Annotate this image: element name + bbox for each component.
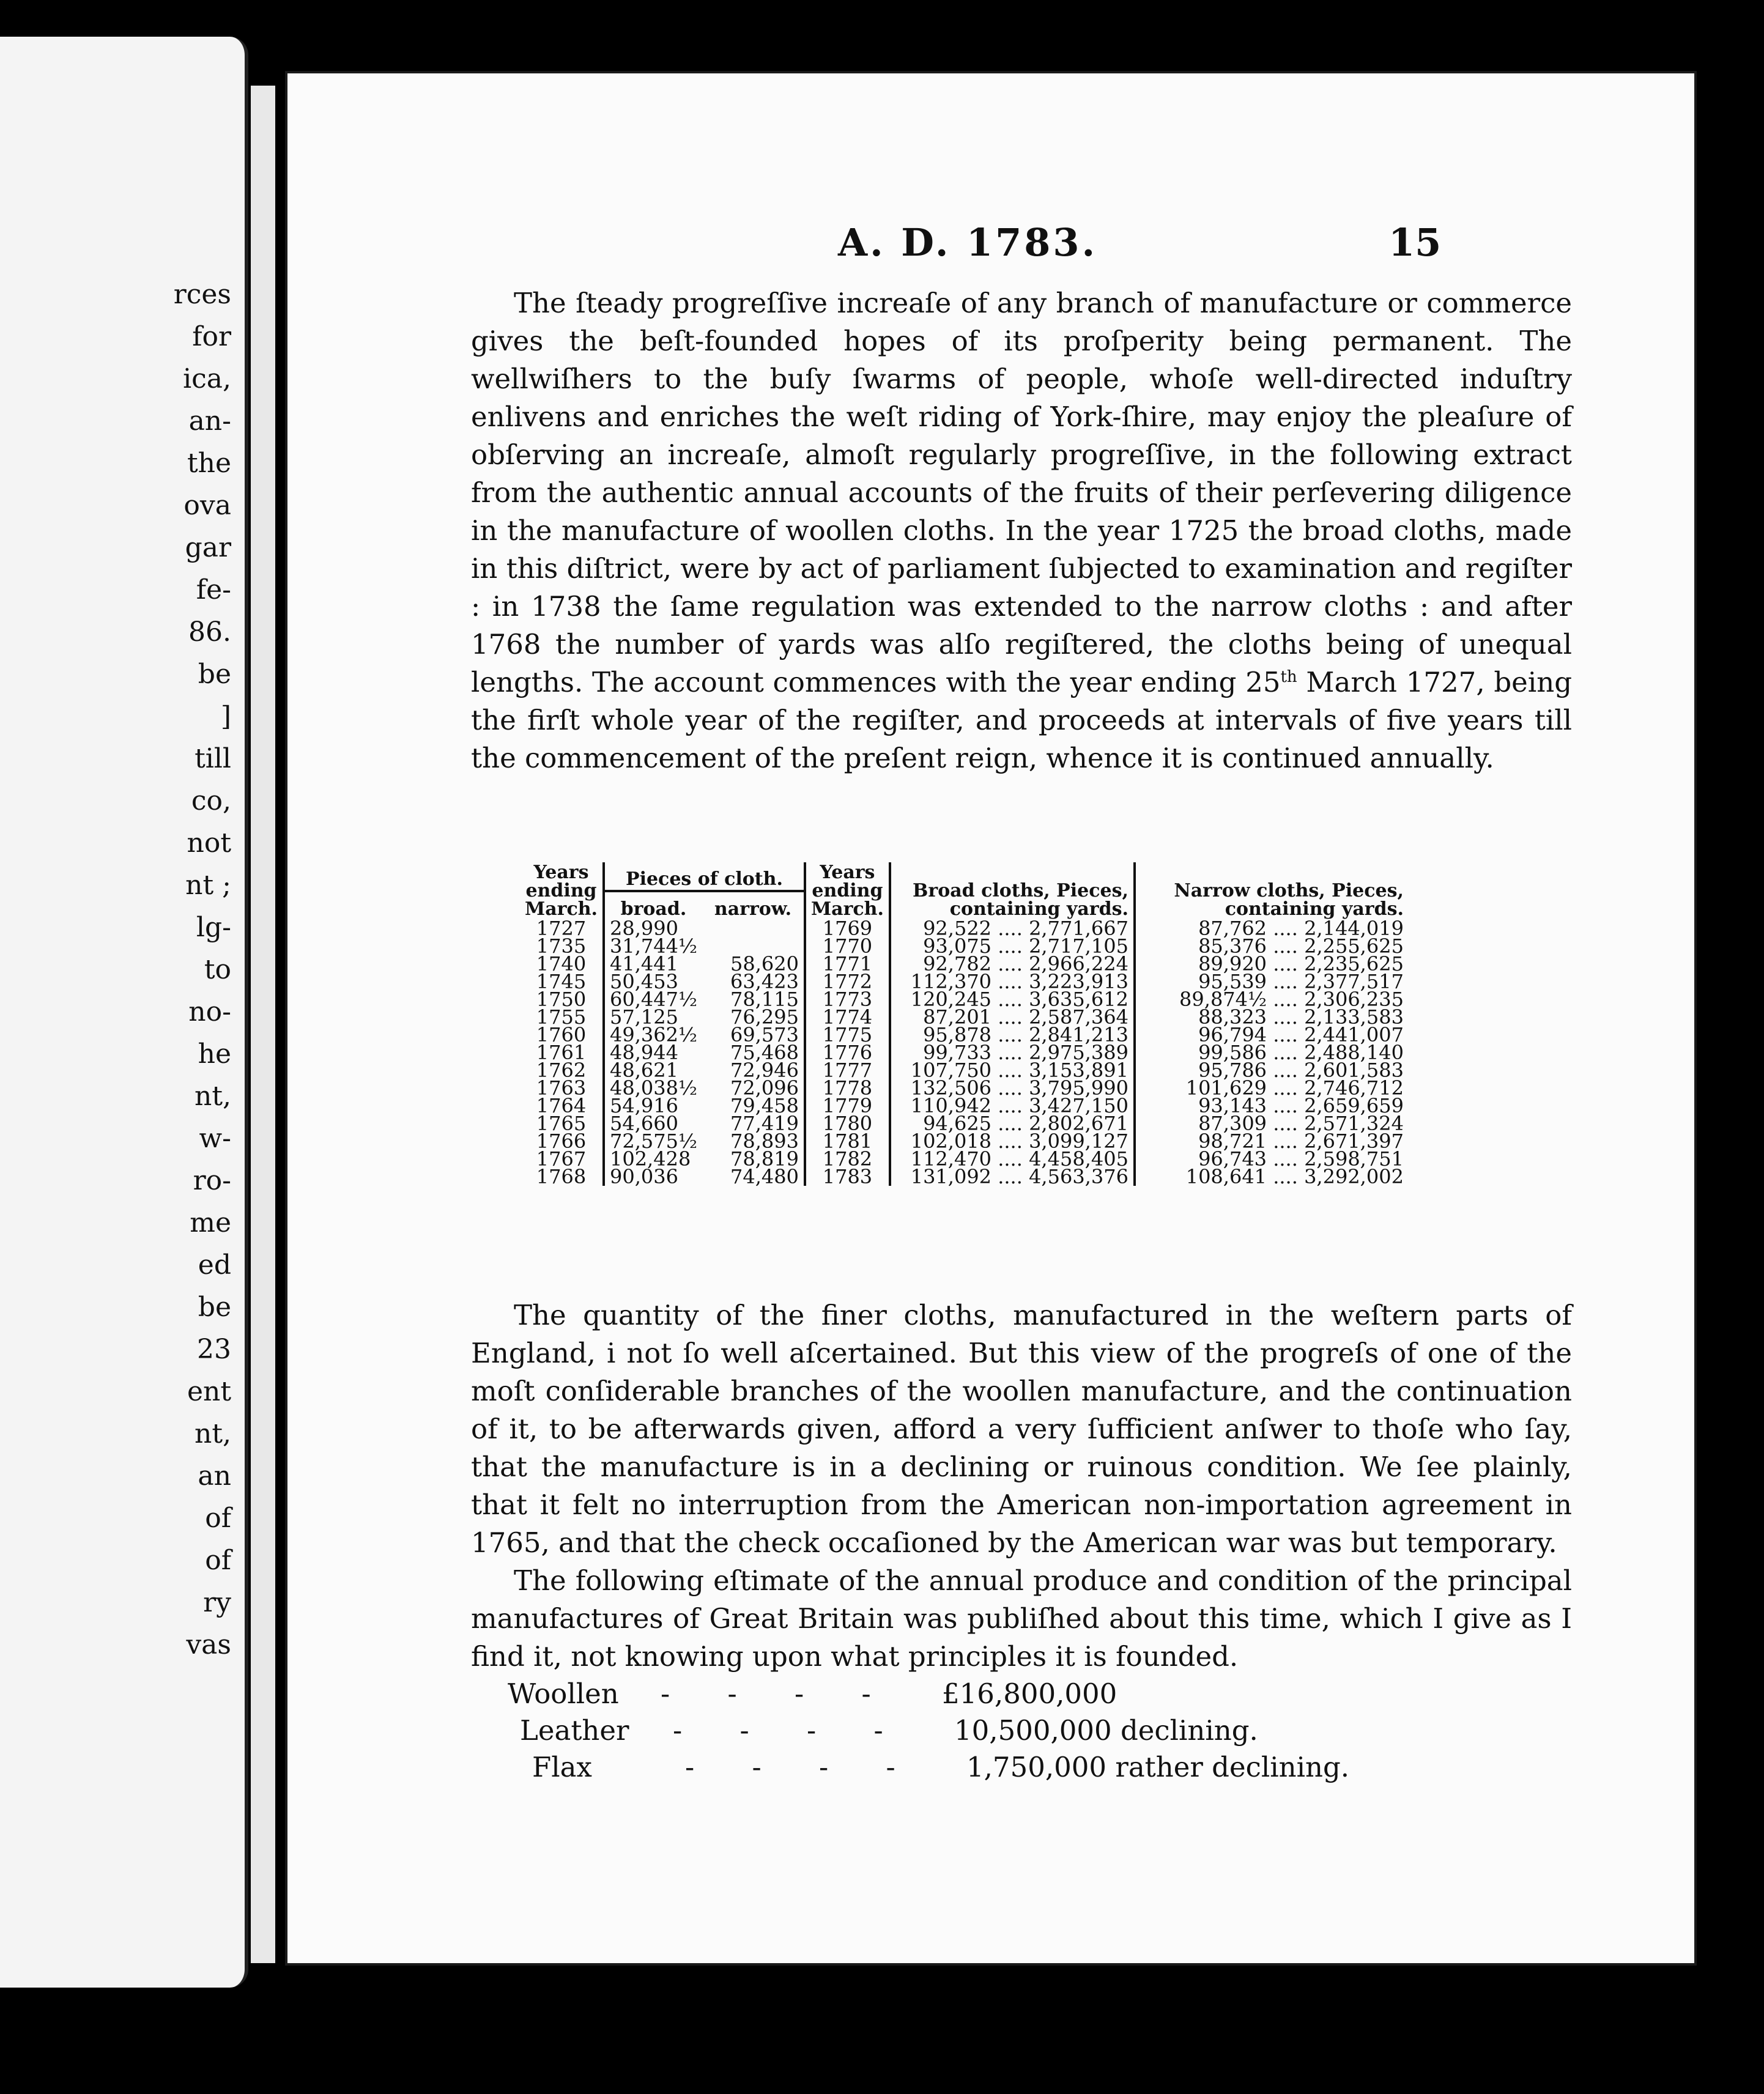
facing-page-fragment: ica, (183, 363, 231, 394)
facing-page-fragment: w- (199, 1123, 231, 1154)
estimate-dashes: - - - - (685, 1751, 920, 1783)
year-cell-2: 1780 (805, 1115, 890, 1133)
year-cell-2: 1772 (805, 973, 890, 991)
broad-cloths-cell: 132,506 .... 3,795,990 (890, 1079, 1135, 1097)
narrow-pieces-cell: 77,419 (702, 1115, 805, 1133)
narrow-pieces-cell: 72,096 (702, 1079, 805, 1097)
broad-pieces-cell: 57,125 (604, 1008, 702, 1026)
estimate-label: Leather (520, 1714, 629, 1747)
facing-page-fragment: 23 (197, 1334, 231, 1365)
year-cell-2: 1773 (805, 991, 890, 1008)
paragraph-finer-cloths: The quantity of the finer cloths, manufactured in the weſtern parts of England, i not ſo well aſcertained. But this view of the progreſs of one of the moſt conſiderable branches of the woollen manufacture, and the continuation of it, to be afterwards given, afford a very ſufficient anſwer to thoſe who ſay, that the manufacture is in a declining or ruinous condition. We ſee plainly, that it felt no interruption from the American non-importation agreement in 1765, and that the check occaſioned by the American war was but temporary. (471, 1299, 1572, 1559)
narrow-pieces-cell: 75,468 (702, 1044, 805, 1062)
facing-page-fragment: be (198, 1292, 231, 1323)
body-block-2 (471, 1297, 1572, 1676)
broad-pieces-cell: 49,362½ (604, 1026, 702, 1044)
broad-cloths-cell: 131,092 .... 4,563,376 (890, 1168, 1135, 1186)
year-cell: 1766 (536, 1130, 587, 1153)
facing-page-fragment: be (198, 659, 231, 690)
year-cell-2: 1770 (805, 938, 890, 955)
year-cell-2: 1778 (805, 1079, 890, 1097)
facing-page-fragment: vas (186, 1629, 231, 1660)
facing-page-fragment: ro- (193, 1165, 231, 1196)
broad-pieces-cell: 41,441 (604, 955, 702, 973)
year-cell: 1765 (536, 1112, 587, 1135)
broad-cloths-cell: 112,370 .... 3,223,913 (890, 973, 1135, 991)
narrow-cloths-cell: 96,794 .... 2,441,007 (1198, 1023, 1404, 1046)
estimate-value: 1,750,000 rather declining. (966, 1751, 1350, 1783)
facing-page-fragment: for (192, 321, 231, 352)
broad-pieces-cell: 28,990 (604, 920, 702, 938)
year-cell-2: 1769 (805, 920, 890, 938)
running-head (287, 220, 1694, 263)
year-cell-2: 1774 (805, 1008, 890, 1026)
year-cell: 1735 (536, 934, 587, 958)
facing-page-fragment: ed (198, 1249, 231, 1281)
broad-cloths-cell: 94,625 .... 2,802,671 (890, 1115, 1135, 1133)
year-cell-2: 1775 (805, 1026, 890, 1044)
narrow-pieces-cell: 74,480 (702, 1168, 805, 1186)
broad-pieces-cell: 54,916 (604, 1097, 702, 1115)
year-cell: 1764 (536, 1094, 587, 1117)
facing-page-fragment: co, (191, 785, 231, 816)
year-cell-2: 1771 (805, 955, 890, 973)
broad-cloths-cell: 102,018 .... 3,099,127 (890, 1133, 1135, 1150)
broad-pieces-cell: 48,621 (604, 1062, 702, 1079)
narrow-pieces-cell: 63,423 (702, 973, 805, 991)
facing-page-fragment: 86. (188, 616, 231, 648)
ledger-body (520, 917, 1409, 1188)
year-cell: 1727 (536, 917, 587, 940)
narrow-cloths-cell: 85,376 .... 2,255,625 (1198, 934, 1404, 958)
narrow-cloths-cell: 88,323 .... 2,133,583 (1198, 1005, 1404, 1029)
broad-cloths-cell: 93,075 .... 2,717,105 (890, 938, 1135, 955)
narrow-pieces-cell: 58,620 (702, 955, 805, 973)
narrow-pieces-cell: 69,573 (702, 1026, 805, 1044)
narrow-cloths-cell: 89,874½ .... 2,306,235 (1179, 988, 1404, 1011)
year-cell: 1761 (536, 1041, 587, 1064)
facing-page-fragment: ] (220, 701, 231, 732)
broad-cloths-cell: 92,522 .... 2,771,667 (890, 920, 1135, 938)
facing-page-fragment: till (195, 743, 231, 774)
intro-paragraph: The ſteady progreſſive increaſe of any branch of manufacture or commerce gives the beſt-founded hopes of its proſperity being permanent. The wellwiſhers to the buſy ſwarms of people, whoſe well-directed induſtry enlivens and enriches the weſt riding of York-ſhire, may enjoy the pleaſure of obſerving an increaſe, almoſt regularly progreſſive, in the following extract from the authentic annual accounts of the fruits of their perſevering diligence in the manufacture of woollen cloths. In the year 1725 the broad cloths, made in this diſtrict, were by act of parliament ſubjected to examination and regiſter : in 1738 the ſame regulation was extended to the narrow cloths : and after 1768 the number of yards was alſo regiſtered, the cloths being of unequal lengths. The account commences with the year ending 25th March 1727, being the firſt whole year of the regiſter, and proceeds at intervals of five years till the commencement of the preſent reign, whence it is continued annually. (471, 287, 1572, 774)
broad-pieces-cell: 31,744½ (604, 938, 702, 955)
book-gutter (251, 86, 275, 1963)
year-cell: 1767 (536, 1147, 587, 1171)
narrow-pieces-cell: 79,458 (702, 1097, 805, 1115)
year-cell-2: 1781 (805, 1133, 890, 1150)
ledger-table (520, 862, 1409, 1186)
broad-cloths-cell: 112,470 .... 4,458,405 (890, 1150, 1135, 1168)
facing-page-fragment: to (204, 954, 231, 985)
header-broad-cloths: Broad cloths, Pieces, containing yards. (890, 862, 1135, 920)
broad-cloths-cell: 87,201 .... 2,587,364 (890, 1008, 1135, 1026)
facing-page-fragment: gar (185, 532, 231, 563)
narrow-cloths-cell: 101,629 .... 2,746,712 (1185, 1076, 1404, 1100)
facing-page-fragment: fe- (196, 574, 231, 605)
facing-page-fragment: lg- (196, 912, 231, 943)
narrow-pieces-cell (702, 920, 805, 938)
facing-page-fragment: the (187, 448, 231, 479)
year-cell: 1745 (536, 970, 587, 993)
broad-cloths-cell: 99,733 .... 2,975,389 (890, 1044, 1135, 1062)
narrow-cloths-cell: 87,762 .... 2,144,019 (1198, 917, 1404, 940)
year-cell-2: 1779 (805, 1097, 890, 1115)
header-narrow-cloths: Narrow cloths, Pieces, containing yards. (1174, 880, 1404, 920)
year-cell: 1755 (536, 1005, 587, 1029)
facing-page-fragment: rces (173, 279, 231, 310)
narrow-cloths-cell: 108,641 .... 3,292,002 (1185, 1165, 1404, 1188)
book-page (287, 73, 1694, 1963)
broad-pieces-cell: 50,453 (604, 973, 702, 991)
broad-cloths-cell: 120,245 .... 3,635,612 (890, 991, 1135, 1008)
estimate-label: Flax (532, 1751, 592, 1783)
broad-pieces-cell: 72,575½ (604, 1133, 702, 1150)
header-years-ending-2: Years ending March. (805, 862, 890, 920)
estimate-row (520, 1712, 1560, 1749)
year-cell: 1740 (536, 952, 587, 975)
broad-pieces-cell: 54,660 (604, 1115, 702, 1133)
manufactures-estimate (508, 1676, 1547, 1786)
facing-page (0, 37, 248, 1988)
facing-page-fragment: an (198, 1460, 231, 1492)
year-cell: 1762 (536, 1059, 587, 1082)
estimate-label: Woollen (508, 1678, 619, 1710)
narrow-cloths-cell: 89,920 .... 2,235,625 (1198, 952, 1404, 975)
facing-page-fragment: ent (187, 1376, 231, 1407)
header-narrow: narrow. (702, 891, 805, 920)
facing-page-fragment: nt, (194, 1418, 231, 1449)
narrow-cloths-cell: 87,309 .... 2,571,324 (1198, 1112, 1404, 1135)
broad-cloths-cell: 95,878 .... 2,841,213 (890, 1026, 1135, 1044)
facing-page-fragment: of (205, 1503, 231, 1534)
broad-pieces-cell: 48,944 (604, 1044, 702, 1062)
paragraph-estimate-intro: The following eſtimate of the annual produce and condition of the principal manufactures of Great Britain was publiſhed about this time, which I give as I find it, not knowing upon what principles it is founded. (471, 1564, 1572, 1673)
narrow-cloths-cell: 95,539 .... 2,377,517 (1198, 970, 1404, 993)
facing-page-fragment: ry (203, 1587, 231, 1618)
estimate-value: 10,500,000 declining. (954, 1714, 1258, 1747)
broad-cloths-cell: 110,942 .... 3,427,150 (890, 1097, 1135, 1115)
broad-pieces-cell: 90,036 (604, 1168, 702, 1186)
broad-pieces-cell: 48,038½ (604, 1079, 702, 1097)
year-cell: 1760 (536, 1023, 587, 1046)
facing-page-fragment: an- (188, 405, 231, 437)
estimate-dashes: - - - - (661, 1678, 895, 1710)
facing-page-fragment: he (198, 1038, 231, 1070)
narrow-cloths-cell: 93,143 .... 2,659,659 (1198, 1094, 1404, 1117)
page-number: 15 (1388, 220, 1442, 265)
cloth-register-table (520, 862, 1639, 1284)
narrow-cloths-cell: 99,586 .... 2,488,140 (1198, 1041, 1404, 1064)
header-pieces-of-cloth: Pieces of cloth. (604, 862, 805, 891)
narrow-pieces-cell: 76,295 (702, 1008, 805, 1026)
facing-page-fragment: nt, (194, 1081, 231, 1112)
broad-cloths-cell: 107,750 .... 3,153,891 (890, 1062, 1135, 1079)
facing-page-fragment: me (190, 1207, 231, 1238)
estimate-value: £16,800,000 (942, 1678, 1117, 1710)
estimate-row (532, 1749, 1572, 1786)
header-broad: broad. (604, 891, 702, 920)
year-cell-2: 1776 (805, 1044, 890, 1062)
broad-pieces-cell: 60,447½ (604, 991, 702, 1008)
narrow-pieces-cell: 78,819 (702, 1150, 805, 1168)
table-row (520, 1168, 1409, 1186)
year-cell-2: 1782 (805, 1150, 890, 1168)
broad-pieces-cell: 102,428 (604, 1150, 702, 1168)
estimate-row (508, 1676, 1547, 1712)
broad-cloths-cell: 92,782 .... 2,966,224 (890, 955, 1135, 973)
narrow-cloths-cell: 96,743 .... 2,598,751 (1198, 1147, 1404, 1171)
facing-page-fragment: no- (188, 996, 231, 1027)
year-cell-2: 1783 (805, 1168, 890, 1186)
page-title: A. D. 1783. (838, 220, 1098, 265)
intro-paragraph-block (471, 284, 1572, 777)
narrow-cloths-cell: 98,721 .... 2,671,397 (1198, 1130, 1404, 1153)
facing-page-fragment: not (187, 827, 231, 859)
facing-page-fragment: of (205, 1545, 231, 1576)
year-cell-2: 1777 (805, 1062, 890, 1079)
narrow-pieces-cell: 78,893 (702, 1133, 805, 1150)
narrow-pieces-cell: 78,115 (702, 991, 805, 1008)
estimate-dashes: - - - - (673, 1714, 908, 1747)
year-cell: 1763 (536, 1076, 587, 1100)
narrow-pieces-cell: 72,946 (702, 1062, 805, 1079)
header-years-ending: Years ending March. (525, 862, 598, 920)
facing-page-fragment: nt ; (185, 870, 231, 901)
year-cell: 1750 (536, 988, 587, 1011)
facing-page-fragment: ova (183, 490, 231, 521)
narrow-cloths-cell: 95,786 .... 2,601,583 (1198, 1059, 1404, 1082)
year-cell: 1768 (536, 1165, 587, 1188)
